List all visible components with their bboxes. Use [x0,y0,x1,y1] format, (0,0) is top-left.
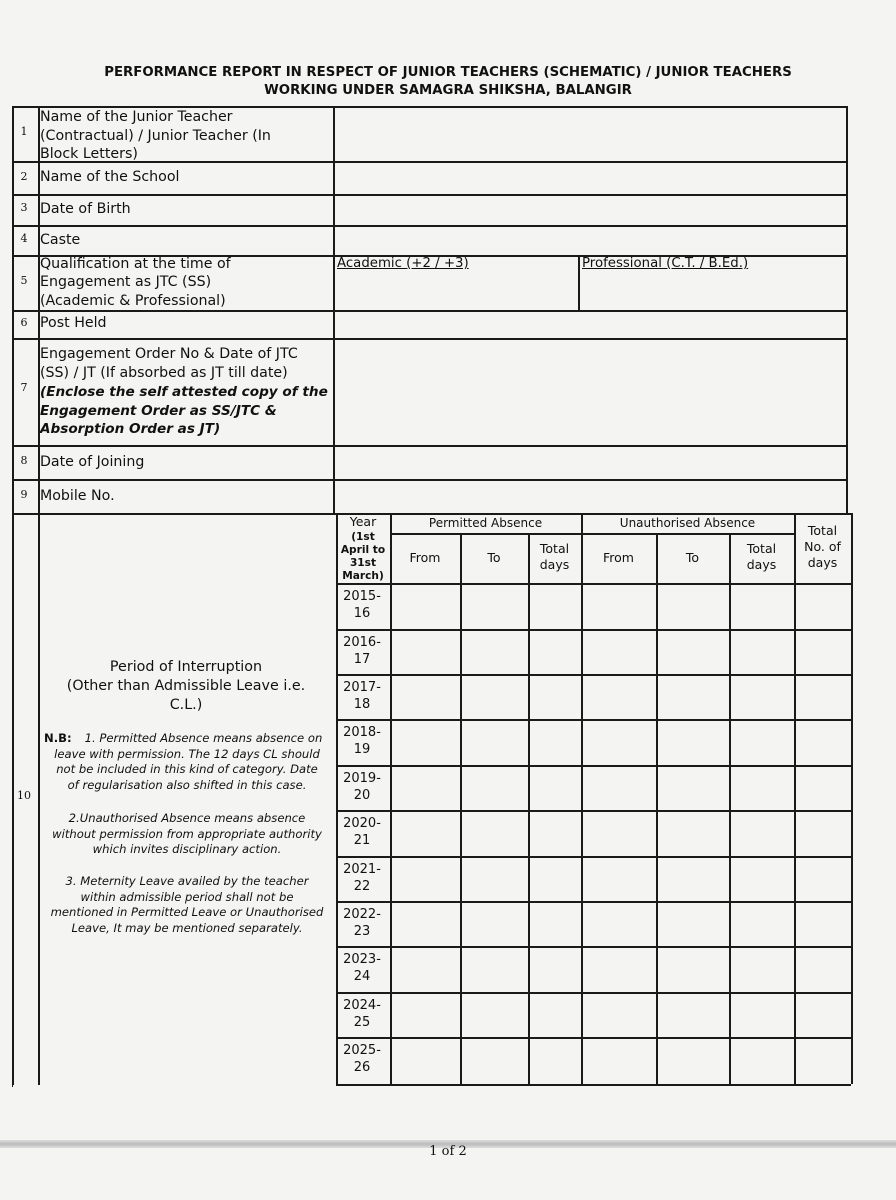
row-number: 10 [17,789,31,802]
absence-cell[interactable] [583,858,655,900]
absence-cell[interactable] [658,1039,728,1083]
row-label: (Academic & Professional) [40,293,226,309]
row-number: 4 [20,232,28,245]
absence-cell[interactable] [583,721,655,764]
absence-cell[interactable] [796,948,850,991]
year-sub-header: 31st [349,557,377,569]
row-label: Name of the School [40,169,180,185]
absence-cell[interactable] [462,948,527,991]
year-cell: 2020- [343,816,381,831]
absence-cell[interactable] [731,948,793,991]
absence-cell[interactable] [796,721,850,764]
interruption-heading: C.L.) [169,697,203,713]
year-header: Year [349,514,377,529]
year-cell: 2022- [343,907,381,922]
note-line: mentioned in Permitted Leave or Unauthorised [50,905,324,919]
absence-cell[interactable] [731,994,793,1036]
absence-cell[interactable] [530,903,580,945]
page-number: 1 of 2 [429,1144,467,1159]
absence-cell[interactable] [462,585,527,628]
title-line-2: WORKING UNDER SAMAGRA SHIKSHA, BALANGIR [264,83,632,98]
row-label: (SS) / JT (If absorbed as JT till date) [40,365,288,381]
absence-cell[interactable] [392,1039,459,1083]
total-days-header: days [539,557,570,572]
year-cell: 19 [353,742,371,757]
total-no-of-days-header: days [807,555,838,570]
absence-cell[interactable] [731,767,793,809]
row-label: Date of Joining [40,454,145,470]
sub-col-header: To [487,550,501,565]
absence-cell[interactable] [583,812,655,855]
absence-cell[interactable] [731,812,793,855]
year-cell: 16 [353,606,371,621]
absence-cell[interactable] [658,767,728,809]
academic-label: Academic (+2 / +3) [337,256,469,271]
dob-field[interactable] [335,196,844,224]
absence-cell[interactable] [462,676,527,718]
table-row-rule [336,1084,851,1086]
mobile-field[interactable] [335,481,844,512]
row-label-emphasis: Engagement Order as SS/JTC & [40,402,277,419]
absence-cell[interactable] [731,721,793,764]
year-cell: 2023- [343,952,381,967]
note-line: 3. Meternity Leave availed by the teacher [65,874,309,888]
absence-cell[interactable] [392,812,459,855]
year-sub-header: April to [340,544,386,556]
row-label-emphasis: (Enclose the self attested copy of the [40,384,328,400]
note-line: which invites disciplinary action. [92,842,282,856]
absence-cell[interactable] [462,1039,527,1083]
engagement-order-field[interactable] [335,340,844,444]
bottom [12,1085,13,1087]
absence-cell[interactable] [462,767,527,809]
absence-cell[interactable] [530,631,580,673]
year-cell: 2018- [343,725,381,740]
absence-cell[interactable] [583,631,655,673]
permitted-absence-header: Permitted Absence [428,516,543,530]
absence-cell[interactable] [583,948,655,991]
total-days-header: Total [539,541,570,556]
absence-cell[interactable] [658,948,728,991]
outer-left-border [12,106,14,1085]
total-days-header: Total [746,541,777,556]
absence-cell[interactable] [658,676,728,718]
absence-cell[interactable] [462,631,527,673]
total-no-of-days-header: No. of [804,539,841,554]
year-cell: 2015- [343,589,381,604]
absence-cell[interactable] [462,812,527,855]
row-number: 7 [20,381,28,394]
absence-cell[interactable] [530,1039,580,1083]
row-label-emphasis: Absorption Order as JT) [40,421,221,437]
absence-cell[interactable] [658,858,728,900]
joining-date-field[interactable] [335,447,844,478]
absence-cell[interactable] [731,1039,793,1083]
year-cell: 18 [353,697,371,712]
absence-cell[interactable] [583,994,655,1036]
absence-cell[interactable] [392,903,459,945]
row-number: 5 [20,274,28,287]
total-no-of-days-header: Total [807,523,838,538]
absence-cell[interactable] [796,812,850,855]
year-cell: 25 [353,1015,371,1030]
year-sub-header: (1st [351,531,375,543]
interruption-heading: Period of Interruption [109,659,263,675]
absence-cell[interactable] [796,858,850,900]
year-cell: 2017- [343,680,381,695]
report-title [0,64,896,100]
absence-cell[interactable] [583,676,655,718]
row-label: Name of the Junior Teacher [40,109,233,125]
absence-cell[interactable] [796,994,850,1036]
year-cell: 2025- [343,1043,381,1058]
note-line: not be included in this kind of category. Date [56,762,318,776]
row-number: 6 [20,316,28,329]
absence-cell[interactable] [731,858,793,900]
year-sub-header: March) [342,570,384,582]
absence-cell[interactable] [530,994,580,1036]
absence-cell[interactable] [658,812,728,855]
absence-cell[interactable] [583,767,655,809]
absence-cell[interactable] [583,1039,655,1083]
absence-cell[interactable] [392,631,459,673]
note-line: within admissible period shall not be [80,889,294,904]
sub-col-header: From [409,550,441,565]
absence-cell[interactable] [583,585,655,628]
absence-cell[interactable] [796,767,850,809]
unauthorised-absence-header: Unauthorised Absence [619,516,756,530]
year-cell: 17 [353,652,371,667]
row-label: Qualification at the time of [40,256,231,272]
absence-cell[interactable] [731,585,793,628]
year-cell: 22 [353,879,371,894]
absence-cell[interactable] [392,858,459,900]
year-cell: 2024- [343,998,381,1013]
total-days-header: days [746,557,777,572]
row-number: 9 [20,488,28,501]
teacher-name-field[interactable] [335,108,844,160]
absence-cell[interactable] [583,903,655,945]
group-header-rule [390,533,794,535]
absence-cell[interactable] [658,903,728,945]
absence-cell[interactable] [796,585,850,628]
absence-cell[interactable] [731,676,793,718]
note-line: Leave, It may be mentioned separately. [71,920,303,935]
absence-cell[interactable] [731,631,793,673]
year-cell: 2019- [343,771,381,786]
academic-field[interactable] [335,274,576,308]
row-label: Post Held [40,315,107,331]
row-number: 8 [20,454,28,467]
absence-cell[interactable] [530,858,580,900]
absence-cell[interactable] [530,721,580,764]
number-column-border [38,106,40,1085]
absence-cell[interactable] [392,676,459,718]
professional-label: Professional (C.T. / B.Ed.) [582,256,749,271]
year-cell: 2016- [343,635,381,650]
absence-cell[interactable] [530,585,580,628]
note-line: of regularisation also shifted in this case. [67,777,307,792]
absence-cell[interactable] [392,721,459,764]
absence-cell[interactable] [530,767,580,809]
year-cell: 21 [353,833,371,848]
year-cell: 2021- [343,862,381,877]
year-cell: 20 [353,788,371,803]
interruption-heading: (Other than Admissible Leave i.e. [66,678,306,694]
absence-cell[interactable] [796,676,850,718]
absence-cell[interactable] [796,1039,850,1083]
caste-field[interactable] [335,227,844,254]
absence-cell[interactable] [530,948,580,991]
absence-cell[interactable] [462,858,527,900]
note-line: 2.Unauthorised Absence means absence [68,811,306,825]
sub-col-header: To [685,550,700,565]
professional-field[interactable] [580,274,844,308]
year-cell: 23 [353,924,371,939]
post-held-field[interactable] [335,312,844,337]
note-line: leave with permission. The 12 days CL should [54,746,320,761]
row-number: 2 [20,170,28,183]
absence-cell[interactable] [731,903,793,945]
absence-cell[interactable] [530,812,580,855]
row-number: 3 [20,201,28,214]
title-line-1: PERFORMANCE REPORT IN RESPECT OF JUNIOR TEACHERS (SCHEMATIC) / JUNIOR TEACHERS [104,65,792,80]
table-right [851,513,853,1084]
school-name-field[interactable] [335,163,844,193]
row-label: Mobile No. [40,488,115,504]
nb-label: N.B: [44,731,72,745]
row-label: Block Letters) [40,146,138,162]
year-cell: 24 [353,969,371,984]
row-label: (Contractual) / Junior Teacher (In [40,128,271,144]
absence-cell[interactable] [658,994,728,1036]
year-cell: 26 [353,1060,371,1075]
absence-cell[interactable] [796,631,850,673]
absence-cell[interactable] [796,903,850,945]
note-line: 1. Permitted Absence means absence on [84,731,323,745]
absence-cell[interactable] [530,676,580,718]
absence-cell[interactable] [658,631,728,673]
absence-cell[interactable] [392,585,459,628]
absence-cell[interactable] [392,948,459,991]
absence-cell[interactable] [462,721,527,764]
absence-cell[interactable] [658,585,728,628]
row-label: Engagement Order No & Date of JTC [40,346,298,362]
row-label: Engagement as JTC (SS) [40,274,212,290]
absence-cell[interactable] [392,994,459,1036]
note-line: without permission from appropriate authority [52,826,322,841]
absence-cell[interactable] [462,994,527,1036]
absence-cell[interactable] [462,903,527,945]
outer-right-border [846,106,848,513]
row-number: 1 [20,125,28,138]
row-label: Date of Birth [40,201,131,217]
absence-cell[interactable] [392,767,459,809]
row-label: Caste [40,232,81,248]
sub-col-header: From [603,550,634,565]
absence-cell[interactable] [658,721,728,764]
